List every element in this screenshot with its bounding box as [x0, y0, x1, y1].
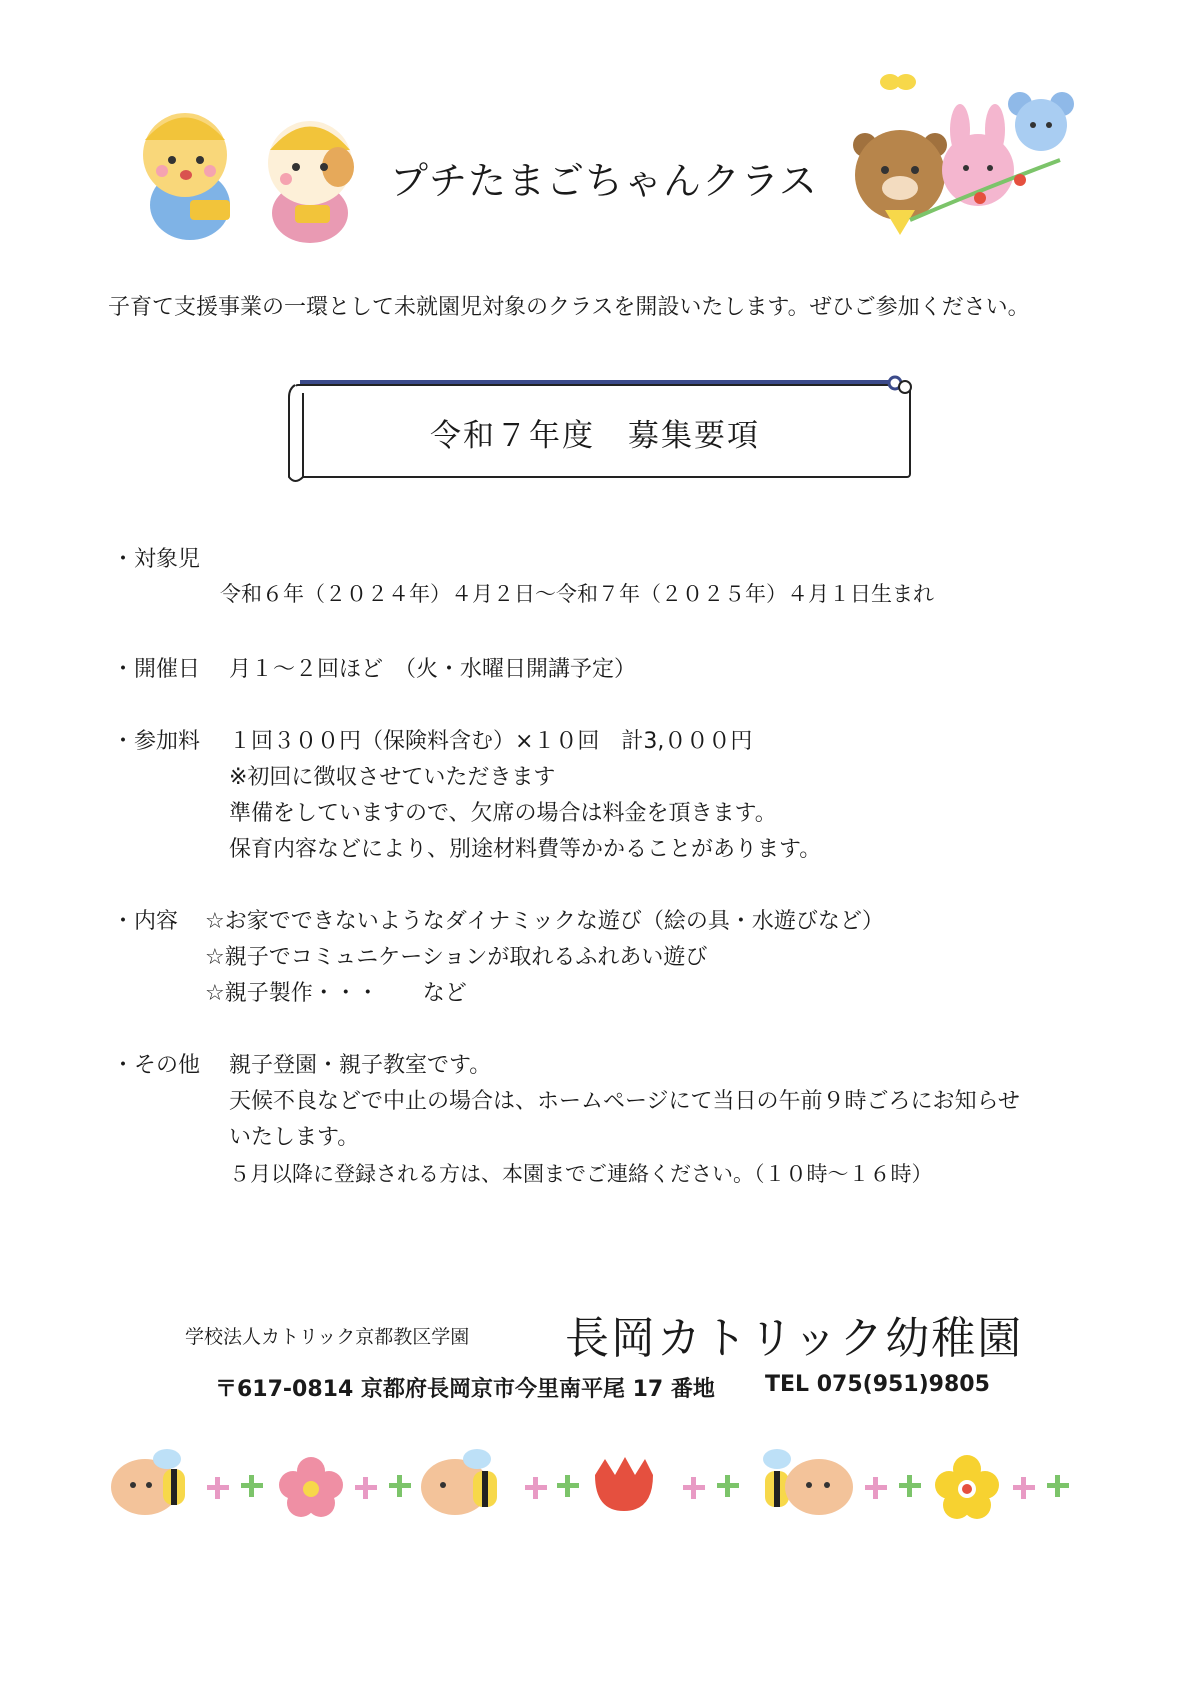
- banner-label: 令和７年度 募集要項: [430, 418, 760, 454]
- cross-icon: [717, 1475, 739, 1497]
- bee-icon: [763, 1449, 853, 1515]
- bee-icon: [111, 1449, 185, 1515]
- butterfly-icon: [880, 74, 916, 90]
- mouse-icon: [1008, 92, 1074, 151]
- cross-icon: [241, 1475, 263, 1497]
- decorative-border: [105, 1445, 1095, 1525]
- target-label: ・対象児: [112, 547, 201, 572]
- other-label: ・その他: [112, 1053, 201, 1078]
- cat-left-icon: [143, 113, 230, 240]
- org-parent: 学校法人カトリック京都教区学園: [185, 1326, 470, 1348]
- cross-icon: [1047, 1475, 1069, 1497]
- cross-icon: [207, 1477, 229, 1499]
- tulip-icon: [595, 1457, 653, 1511]
- cross-icon: [525, 1477, 547, 1499]
- org-name: 長岡カトリック幼稚園: [565, 1313, 1024, 1364]
- target-value: 令和６年（２０２４年）４月２日～令和７年（２０２５年）４月１日生まれ: [220, 582, 934, 606]
- cross-icon: [355, 1477, 377, 1499]
- bear-icon: [853, 130, 947, 235]
- cat-right-icon: [268, 121, 354, 243]
- content-line: ☆親子でコミュニケーションが取れるふれあい遊び: [205, 945, 708, 970]
- cross-icon: [865, 1477, 887, 1499]
- bee-icon: [421, 1449, 497, 1515]
- content-line: ☆お家でできないようなダイナミックな遊び（絵の具・水遊びなど）: [205, 909, 884, 934]
- content-label: ・内容: [112, 909, 179, 934]
- cross-icon: [1013, 1477, 1035, 1499]
- yellow-flower-icon: [935, 1455, 999, 1519]
- fee-line: １回３００円（保険料含む）×１０回 計3,０００円: [229, 729, 753, 754]
- pink-flower-icon: [279, 1457, 343, 1517]
- content-line: ☆親子製作・・・ など: [205, 981, 467, 1006]
- intro-text: 子育て支援事業の一環として未就園児対象のクラスを開設いたします。ぜひご参加ください。: [108, 295, 1030, 320]
- dates-label: ・開催日: [112, 657, 201, 682]
- other-line: いたします。: [229, 1125, 360, 1150]
- cross-icon: [557, 1475, 579, 1497]
- animals-illustration: [830, 70, 1075, 250]
- fee-label: ・参加料: [112, 729, 201, 754]
- cross-icon: [389, 1475, 411, 1497]
- phone: TEL 075(951)9805: [765, 1372, 990, 1397]
- address: 〒617-0814 京都府長岡京市今里南平尾 17 番地: [215, 1377, 715, 1402]
- page-title: プチたまごちゃんクラス: [390, 159, 818, 203]
- other-line: 親子登園・親子教室です。: [229, 1053, 492, 1078]
- cats-illustration: [120, 95, 360, 245]
- cross-icon: [899, 1475, 921, 1497]
- fee-line: 準備をしていますので、欠席の場合は料金を頂きます。: [229, 801, 777, 826]
- other-line: 天候不良などで中止の場合は、ホームページにて当日の午前９時ごろにお知らせ: [229, 1089, 1020, 1114]
- dates-value: 月１～２回ほど （火・水曜日開講予定）: [229, 657, 637, 682]
- fee-line: 保育内容などにより、別途材料費等かかることがあります。: [229, 837, 822, 862]
- fee-line: ※初回に徴収させていただきます: [229, 765, 556, 790]
- cross-icon: [683, 1477, 705, 1499]
- other-line: ５月以降に登録される方は、本園までご連絡ください。（１０時～１６時）: [229, 1162, 933, 1186]
